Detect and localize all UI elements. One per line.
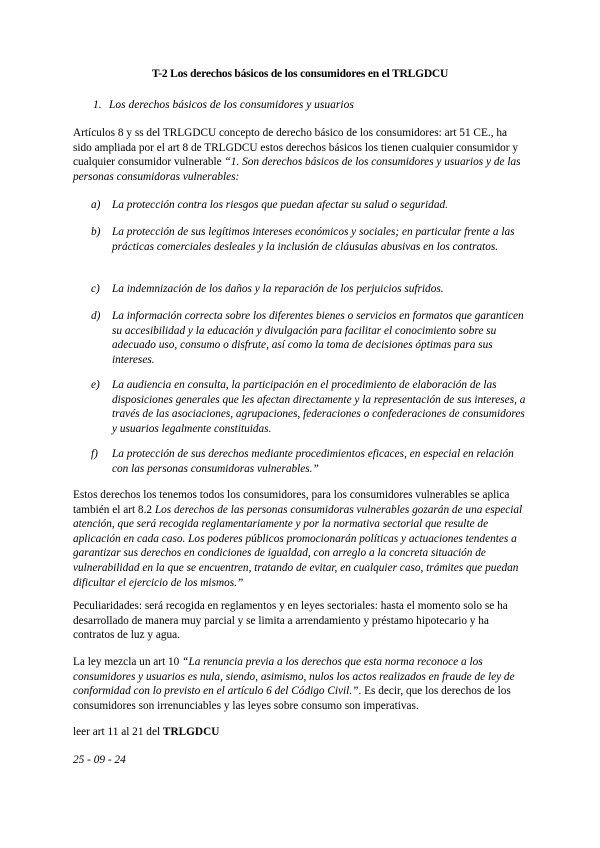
list-item xyxy=(91,198,529,213)
section-number: 1. xyxy=(93,99,102,111)
list-item-label: a) xyxy=(91,199,101,211)
list-item-text: La protección de sus derechos mediante procedimientos eficaces, en especial en relación con las personas consumidoras vulnerables.” xyxy=(112,448,514,475)
document-date: 25 - 09 - 24 xyxy=(73,754,126,766)
list-item-label: e) xyxy=(91,379,100,391)
list-item xyxy=(91,282,529,297)
reading-note xyxy=(73,725,528,740)
list-item-label: d) xyxy=(91,310,101,322)
list-item-text: La audiencia en consulta, la participación en el procedimiento de elaboración de las disposiciones generales que les afectan directamente y la representación de sus intereses, a través de las asociaciones, agrupaciones, federaciones o confederaciones de consumidores y usuarios legalmente constituidas. xyxy=(112,379,526,435)
vulnerable-quote: Los derechos de las personas consumidoras vulnerables gozarán de una especial atención, que será recogida reglamentariamente y por la normativa sectorial que resulte de aplicación en cada caso. Los poderes públicos promocionarán políticas y actuaciones tendentes a garantizar sus derechos en condiciones de igualdad, con arreglo a la concreta situación de vulnerabilidad en la que se encuentren, tratando de evitar, en cualquier caso, trámites que puedan dificultar el ejercicio de los mismos.” xyxy=(73,503,523,589)
section-heading xyxy=(93,99,354,111)
vulnerable-text: Estos derechos los tenemos todos los consumidores, para los consumidores vulnerables se aplica también el art 8.2 xyxy=(73,489,510,516)
list-item-label: f) xyxy=(91,448,98,460)
list-item-text: La protección contra los riesgos que puedan afectar su salud o seguridad. xyxy=(112,199,448,211)
list-item-label: b) xyxy=(91,226,101,238)
reading-note-law: TRLGDCU xyxy=(162,726,220,738)
list-item-text: La información correcta sobre los diferentes bienes o servicios en formatos que garanticen su accesibilidad y la educación y divulgación para facilitar el conocimiento sobre su adecuado uso, consumo o disfrute, así como la toma de decisiones óptimas para sus intereses. xyxy=(112,310,524,366)
section-heading-text: Los derechos básicos de los consumidores y usuarios xyxy=(109,99,354,111)
list-item-text: La protección de sus legítimos intereses económicos y sociales; en particular frente a las prácticas comerciales desleales y la inclusión de cláusulas abusivas en los contratos. xyxy=(112,226,515,253)
vulnerable-paragraph xyxy=(73,488,528,590)
list-item-label: c) xyxy=(91,283,100,295)
article-10-paragraph xyxy=(73,655,528,713)
peculiarities-paragraph: Peculiaridades: será recogida en reglamentos y en leyes sectoriales: hasta el momento solo se ha desarrollado de manera muy parcial y se limita a arrendamiento y préstamo hipotecario y ha contratos de luz y agua. xyxy=(73,600,508,642)
article-10-text: La ley mezcla un art 10 xyxy=(73,656,183,668)
article-10-conclusion: . Es decir, que los derechos de los consumidores son irrenunciables y las leyes sobre consumo son imperativas. xyxy=(73,685,511,712)
list-item xyxy=(91,309,529,367)
list-item-text: La indemnización de los daños y la reparación de los perjuicios sufridos. xyxy=(112,283,444,295)
document-title: T-2 Los derechos básicos de los consumidores en el TRLGDCU xyxy=(151,68,449,80)
intro-text: Artículos 8 y ss del TRLGDCU concepto de derecho básico de los consumidores: art 51 CE., ha sido ampliada por el art 8 de TRLGDCU estos derechos básicos los tienen cualquier consumidor y cualquier consumidor vulnerable xyxy=(73,127,518,169)
article-10-quote: “La renuncia previa a los derechos que esta norma reconoce a los consumidores y usuarios es nula, siendo, asimismo, nulos los actos realizados en fraude de ley de conformidad con lo previsto en el artículo 6 del Código Civil.” xyxy=(73,656,515,698)
intro-paragraph xyxy=(73,126,528,184)
reading-note-text: leer art 11 al 21 del xyxy=(73,726,163,738)
intro-quote: “1. Son derechos básicos de los consumidores y usuarios y de las personas consumidoras vulnerables: xyxy=(73,156,521,183)
list-item xyxy=(91,225,529,254)
list-item xyxy=(91,378,529,436)
list-item xyxy=(91,447,529,476)
